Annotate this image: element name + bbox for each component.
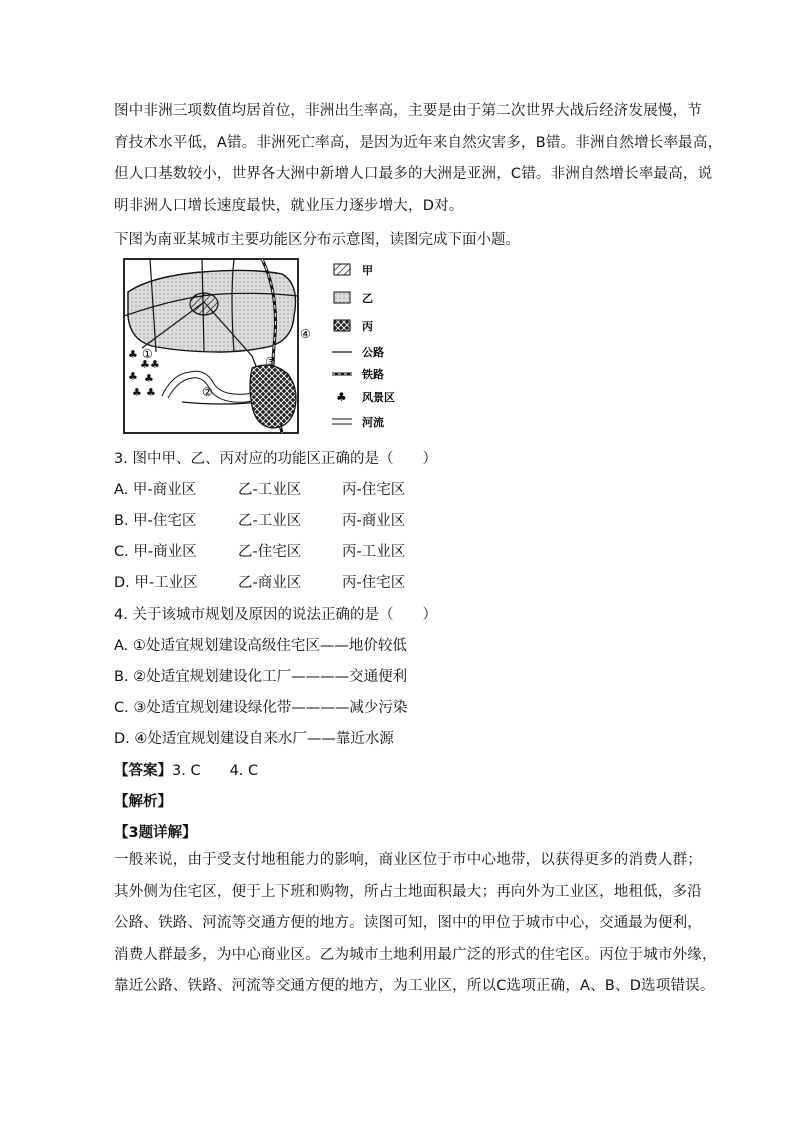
label-circle-1: ① xyxy=(142,347,153,361)
answer-text: 3. C 4. C xyxy=(172,763,259,779)
answer-tag: 【答案】 xyxy=(114,763,172,779)
intro-line: 图中非洲三项数值均居首位，非洲出生率高，主要是由于第二次世界大战后经济发展慢，节 xyxy=(114,103,702,119)
option-part: A. 甲-商业区 xyxy=(114,482,197,498)
q3-option-d[interactable] xyxy=(114,571,405,592)
option-part: 乙-工业区 xyxy=(238,482,302,498)
answer-line xyxy=(114,759,258,780)
map-prompt: 下图为南亚某城市主要功能区分布示意图，读图完成下面小题。 xyxy=(114,232,520,248)
q4-option-a[interactable]: A. ①处适宜规划建设高级住宅区——地价较低 xyxy=(114,638,407,654)
svg-text:♣: ♣ xyxy=(132,386,142,399)
q3-stem: 3. 图中甲、乙、丙对应的功能区正确的是（ ） xyxy=(114,451,437,467)
option-part: B. 甲-住宅区 xyxy=(114,513,197,529)
city-map-figure xyxy=(122,256,414,436)
detail-line: 一般来说，由于受支付地租能力的影响，商业区位于市中心地带，以获得更多的消费人群； xyxy=(114,852,702,868)
option-part: C. 甲-商业区 xyxy=(114,544,197,560)
q4-option-c[interactable]: C. ③处适宜规划建设绿化带————减少污染 xyxy=(114,700,408,716)
option-part: 丙-住宅区 xyxy=(342,575,406,591)
legend-label: 河流 xyxy=(362,416,384,429)
intro-line: 明非洲人口增长速度最快，就业压力逐步增大，D对。 xyxy=(114,197,464,214)
q3-option-a[interactable] xyxy=(114,478,405,499)
label-circle-2: ② xyxy=(202,385,213,399)
q4-option-b[interactable]: B. ②处适宜规划建设化工厂————交通便利 xyxy=(114,669,408,685)
analysis-tag: 【解析】 xyxy=(114,794,172,810)
legend-label: 丙 xyxy=(362,320,373,333)
legend-label: 风景区 xyxy=(362,391,395,404)
option-part: 丙-工业区 xyxy=(342,544,406,560)
legend-hatch-swatch xyxy=(334,264,350,275)
option-part: D. 甲-工业区 xyxy=(114,575,198,591)
intro-line: 育技术水平低，A错。非洲死亡率高，是因为近年来自然灾害多，B错。非洲自然增长率最高， xyxy=(114,134,723,151)
legend-label: 甲 xyxy=(362,264,373,277)
detail-line: 公路、铁路、河流等交通方便的地方。读图可知，图中的甲位于城市中心，交通最为便利， xyxy=(114,915,702,931)
legend-dots-swatch xyxy=(334,292,350,303)
label-circle-4: ④ xyxy=(300,327,311,341)
option-part: 乙-工业区 xyxy=(238,513,302,529)
legend-label: 乙 xyxy=(362,292,373,305)
q3-option-c[interactable] xyxy=(114,540,405,561)
industrial-zone xyxy=(250,365,296,428)
intro-line: 但人口基数较小，世界各大洲中新增人口最多的大洲是亚洲，C错。非洲自然增长率最高，说 xyxy=(114,166,713,182)
legend-label: 铁路 xyxy=(362,368,384,381)
commercial-center xyxy=(190,293,218,315)
svg-text:♣: ♣ xyxy=(140,358,150,371)
detail-line: 消费人群最多，为中心商业区。乙为城市土地利用最广泛的形式的住宅区。丙位于城市外缘， xyxy=(114,946,717,963)
label-circle-3: ③ xyxy=(265,355,276,369)
svg-text:♣: ♣ xyxy=(128,348,138,361)
detail-line: 其外侧为住宅区，便于上下班和购物，所占土地面积最大；再向外为工业区，地租低，多沿 xyxy=(114,883,702,900)
detail-paragraph xyxy=(114,845,717,1003)
map-legend xyxy=(332,264,395,429)
legend-cross-swatch xyxy=(334,320,350,331)
q4-option-d[interactable]: D. ④处适宜规划建设自来水厂——靠近水源 xyxy=(114,731,394,747)
detail-line: 靠近公路、铁路、河流等交通方便的地方，为工业区，所以C选项正确，A、B、D选项错误。 xyxy=(114,978,715,994)
intro-paragraph xyxy=(114,96,723,222)
svg-text:♣: ♣ xyxy=(144,372,154,385)
option-part: 乙-商业区 xyxy=(238,575,302,591)
option-part: 乙-住宅区 xyxy=(238,544,302,560)
legend-tree-icon: ♣ xyxy=(336,390,347,404)
svg-text:♣: ♣ xyxy=(128,370,138,383)
svg-text:♣: ♣ xyxy=(146,386,156,399)
legend-label: 公路 xyxy=(362,346,384,359)
detail-title: 【3题详解】 xyxy=(114,825,197,841)
q4-stem: 4. 关于该城市规划及原因的说法正确的是（ ） xyxy=(114,607,437,623)
svg-text:♣: ♣ xyxy=(150,358,160,371)
option-part: 丙-住宅区 xyxy=(342,482,406,498)
q3-option-b[interactable] xyxy=(114,509,405,530)
option-part: 丙-商业区 xyxy=(342,513,406,529)
